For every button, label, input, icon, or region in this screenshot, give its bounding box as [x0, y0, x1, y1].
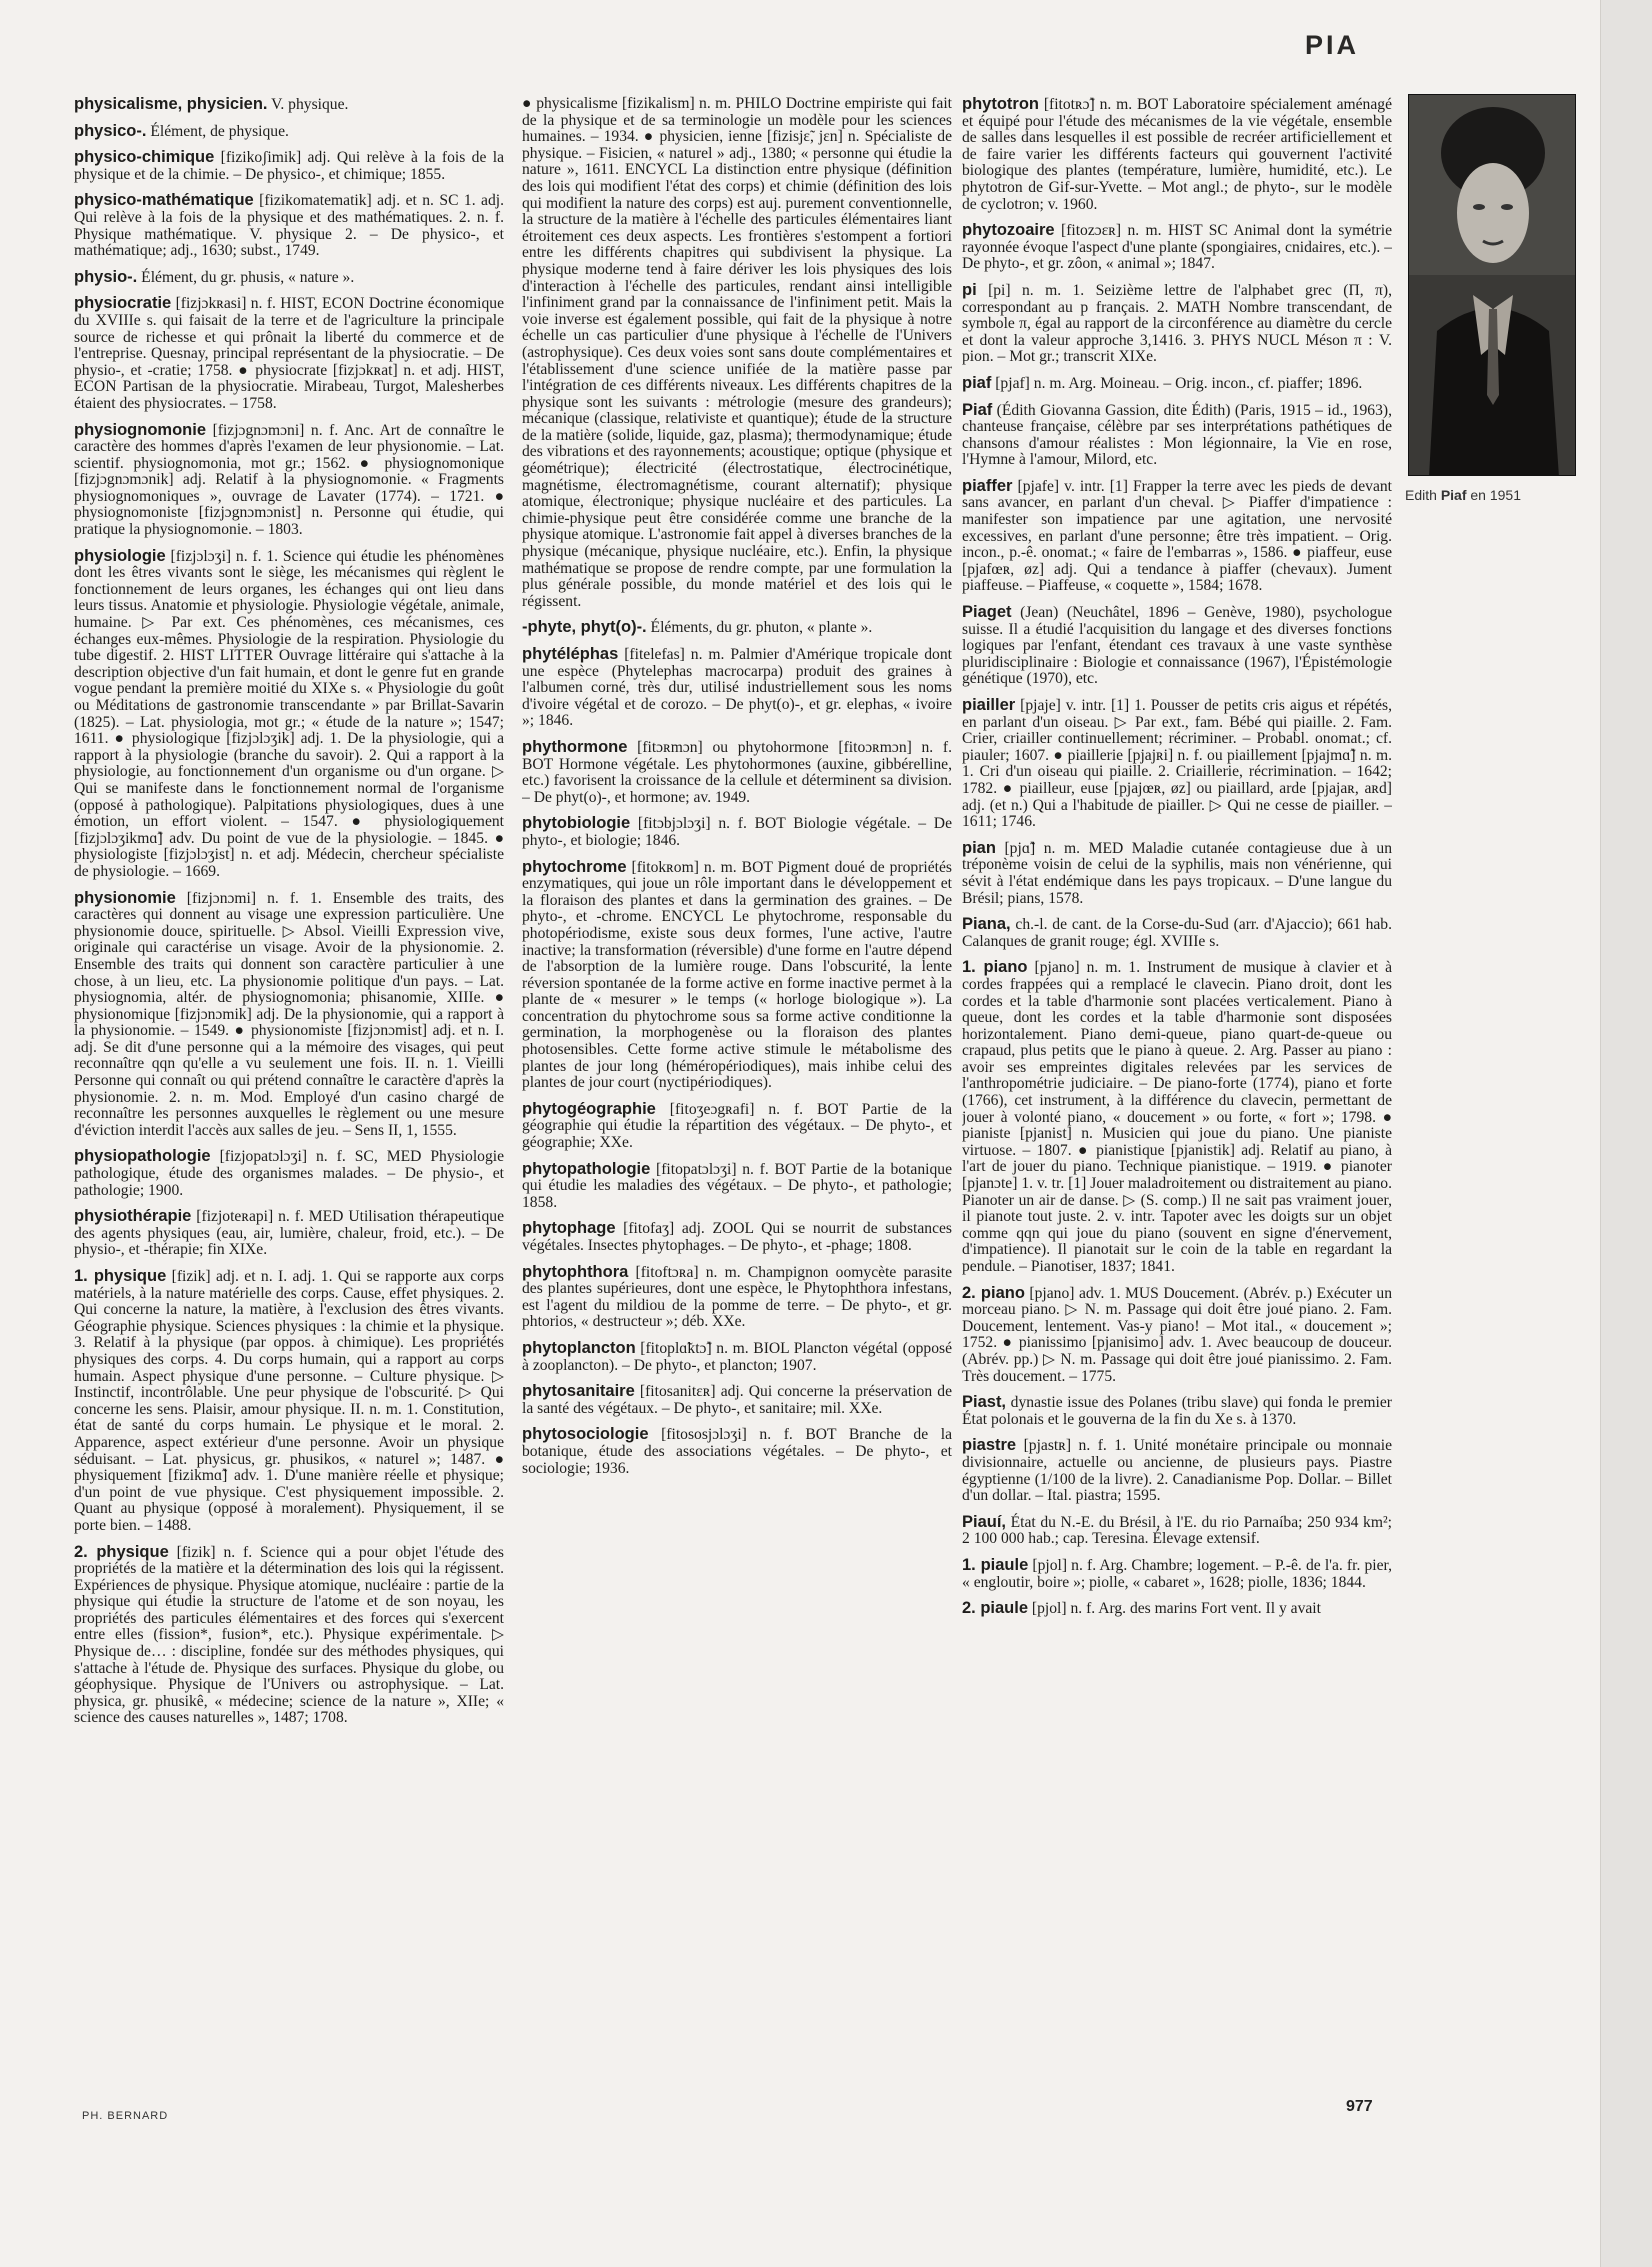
entry-headword: phytozoaire — [962, 221, 1055, 240]
entry-headword: piastre — [962, 1436, 1017, 1455]
entry-definition: Éléments, du gr. phuton, « plante ». — [646, 619, 873, 637]
dictionary-entry — [74, 269, 504, 287]
dictionary-entry — [962, 697, 1392, 831]
entry-definition: [fitotʀɔ̃] n. m. BOT Laboratoire spécialement aménagé et équipé pour l'étude des mécanismes de la vie végétale, ensemble de salles dans lesquelles il est possible de recréer artificiellement et de faire varier les différents facteurs qui gouvernent l'activité biologique des plantes (température, lumière, humidité, etc.). Le phytotron de Gif-sur-Yvette. – Mot angl.; de phyto-, sur le modèle de cyclotron; v. 1960. — [962, 96, 1392, 213]
entry-definition: [fitoʒeɔgʀafi] n. f. BOT Partie de la géographie qui étudie la répartition des végétaux. – De phyto-, et géographie; XXe. — [522, 1100, 952, 1152]
dictionary-entry — [962, 478, 1392, 595]
entry-definition: [pjafe] v. intr. [1] Frapper la terre avec les pieds de devant sans avancer, en parlant d'un cheval. ▷ Piaffer d'impatience : manifester son impatience par une agitation, une nervosité excessives, en parlant d'une personne; être très impatient. – Orig. incon., p.-ê. onomat.; « faire de l'embarras », 1586. ● piaffeur, euse [pjafœʀ, øz] adj. Qui a tendance à piaffer (chevaux). Jument piaffeuse. – Piaffeuse, « coquette », 1584; 1678. — [962, 477, 1392, 595]
caption-name: Piaf — [1440, 487, 1467, 503]
photo-credit: PH. BERNARD — [82, 2110, 169, 2122]
dictionary-entry — [522, 1426, 952, 1477]
entry-definition: [fitelefas] n. m. Palmier d'Amérique tropicale dont une espèce (Phytelephas macrocarpa) produit des graines à l'albumen corné, très dur, utilisé industriellement sous les noms d'ivoire végétal et de corozo. – De phyt(o)-, et gr. elephas, « ivoire »; 1846. — [522, 646, 952, 730]
entry-definition: [fizikoʃimik] adj. Qui relève à la fois de la physique et de la chimie. – De physico-, et chimique; 1855. — [74, 149, 504, 183]
entry-headword: Piana, — [962, 915, 1011, 934]
dictionary-entry — [962, 916, 1392, 950]
entry-definition: [fizjopatɔlɔʒi] n. f. SC, MED Physiologie pathologique, étude des organismes malades. – De physio-, et pathologie; 1900. — [74, 1148, 504, 1199]
entry-headword: phytopathologie — [522, 1159, 651, 1178]
entry-definition: [fizjɔnɔmi] n. f. 1. Ensemble des traits, des caractères qui donnent au visage une expression particulière. Une physionomie douce, spirituelle. ▷ Absol. Vieilli Expression vive, originale qui caractérise un visage. Avoir de la physionomie. 2. Ensemble des traits qui donnent son caractère particulier à une chose, à un lieu, etc. La physionomie politique d'un pays. – Lat. physiognomia, altér. de physiognomonia; phisanomie, XIIIe. ● physionomique [fizjɔnɔmik] adj. De la physionomie, qui a rapport à la physionomie. – 1549. ● physionomiste [fizjɔnɔmist] adj. et n. I. adj. Se dit d'une personne qui a la mémoire des visages, qui peut reconnaître qqn qu'elle a vu seulement une fois. II. n. 1. Vieilli Personne qui connaît ou qui prétend connaître le caractère d'après la physionomie. 2. n. m. Mod. Employé d'un casino chargé de reconnaître les personnes auxquelles le règlement ou une mesure d'éviction interdit l'accès aux salles de jeu. – Sens II, 1, 1555. — [74, 889, 504, 1139]
column-2 — [522, 96, 952, 2096]
entry-headword: physico-mathématique — [74, 191, 254, 210]
entry-headword: physiocratie — [74, 294, 172, 313]
entry-headword: physiothérapie — [74, 1207, 192, 1226]
entry-headword: Piast, — [962, 1393, 1007, 1412]
dictionary-entry — [962, 375, 1392, 393]
entry-definition: ● physicalisme [fizikalism] n. m. PHILO Doctrine empiriste qui fait de la physique et de sa terminologie un modèle pour les sciences humaines. – 1934. ● physicien, ienne [fizisjɛ̃, jɛn] n. Spécialiste de physique. – Fisicien, « naturel » adj., 1380; « personne qui étudie la nature », 1611. ENCYCL La distinction entre physique (définition des lois qui modifient l'état des corps) et chimie (définition des lois qui modifient la nature des corps) est auj. purement conventionnelle, la structure de la matière à l'échelle des particules élémentaires liant étroitement ces deux aspects. Les frontières s'estompent a fortiori entre les différents chapitres qui subdivisent la physique. La physique moderne tend à faire dériver les lois physiques des lois d'interaction à l'échelle des particules, rendant ainsi intelligible l'infiniment grand par la connaissance de l'infiniment petit. Mais la voie inverse est également possible, qui fait de la physique à notre échelle un cas particulier d'une physique à l'échelle de l'Univers (astrophysique). Ces deux voies sont sans doute complémentaires et l'établissement d'une science unifiée de la matière passe par l'intégration de ces différents niveaux. Les différents chapitres de la physique sont les suivants : métrologie (mesure des grandeurs); mécanique (classique, relativiste et quantique); étude de la structure de la matière (solide, liquide, gaz, plasma); thermodynamique; étude des vibrations et des rayonnements; acoustique; optique (physique et géométrique); électricité (électrostatique, électrocinétique, magnétisme, électromagnétisme, courant alternatif); physique atomique, électronique; physique nucléaire et des particules. La chimie-physique peut être considérée comme une branche de la physique atomique. L'astronomie fait appel à diverses branches de la physique (mécanique, physique nucléaire, etc.). Enfin, la physique mathématique se propose de rendre compte, par une formulation la plus générale possible, du monde matériel et des lois qui le régissent. — [522, 96, 952, 610]
entry-definition: [fizjɔgnɔmɔni] n. f. Anc. Art de connaître le caractère des hommes d'après l'examen de leur physionomie. – Lat. scientif. physiognomonia, mot gr.; 1562. ● physiognomonique [fizjɔgnɔmɔnik] adj. Relatif à la physiognomonie. « Fragments physiognomoniques », ouvrage de Lavater (1774). – 1721. ● physiognomoniste [fizjɔgnɔmɔnist] n. Personne qui étudie, qui pratique la physiognomonie. – 1803. — [74, 421, 504, 539]
entry-definition: dynastie issue des Polanes (tribu slave) qui fonda le premier État polonais et le gouverna de la fin du Xe s. à 1370. — [962, 1394, 1392, 1428]
dictionary-entry — [74, 96, 504, 114]
entry-headword: 2. piano — [962, 1283, 1025, 1302]
entry-definition: [fizjoteʀapi] n. f. MED Utilisation thérapeutique des agents physiques (eau, air, lumière, chaleur, froid, etc.). – De physio-, et -thérapie; fin XIXe. — [74, 1208, 504, 1259]
dictionary-entry — [74, 192, 504, 259]
entry-headword: phytobiologie — [522, 814, 631, 833]
entry-headword: phytotron — [962, 96, 1039, 113]
dictionary-entry — [522, 619, 952, 637]
entry-headword: 1. piano — [962, 958, 1028, 977]
entry-definition: [fitososjɔlɔʒi] n. f. BOT Branche de la botanique, étude des associations végétales. – De phyto-, et sociologie; 1936. — [522, 1426, 952, 1477]
dictionary-entry — [522, 1340, 952, 1374]
entry-headword: phytochrome — [522, 857, 627, 876]
entry-headword: physiognomonie — [74, 420, 206, 439]
entry-definition: [fitoftɔʀa] n. m. Champignon oomycète parasite des plantes supérieures, dont une espèce, le Phytophthora infestans, est l'agent du mildiou de la pomme de terre. – De phyto-, et gr. phtorios, « destructeur »; déb. XXe. — [522, 1263, 952, 1331]
entry-definition: [pjol] n. f. Arg. Chambre; logement. – P.-ê. de l'a. fr. pier, « engloutir, boire »; piolle, « cabaret », 1628; piolle, 1836; 1844. — [962, 1556, 1392, 1591]
dictionary-entry — [962, 1514, 1392, 1548]
caption-suffix: en 1951 — [1466, 487, 1521, 503]
running-head: PIA — [1305, 30, 1360, 60]
dictionary-entry — [522, 1101, 952, 1152]
dictionary-entry — [962, 1285, 1392, 1386]
column-1 — [74, 96, 504, 2096]
dictionary-entry — [962, 1394, 1392, 1428]
entry-definition: État du N.-E. du Brésil, à l'E. du rio Parnaíba; 250 934 km²; 2 100 000 hab.; cap. Teresina. Élevage extensif. — [962, 1513, 1392, 1548]
dictionary-entry — [74, 548, 504, 881]
entry-headword: Piaf — [962, 400, 993, 419]
entry-definition: [fizik] n. f. Science qui a pour objet l'étude des propriétés de la matière et la détermination des lois qui la régissent. Expériences de physique. Physique atomique, nucléaire : partie de la physique qui étudie la structure de l'atome et de son noyau, les propriétés des particules élémentaires et des forces qui s'exercent entre elles (fission*, fusion*, etc.). Physique expérimentale. ▷ Physique de… : discipline, fondée sur des méthodes physiques, qui s'attache à l'étude de. Physique des surfaces. Physique du globe, ou géophysique. Physique de l'Univers ou astrophysique. – Lat. physica, gr. phusikê, « médecine; science de la nature », XIIe; « science des causes naturelles », 1487; 1708. — [74, 1543, 504, 1727]
page-edge — [1600, 0, 1652, 2267]
entry-headword: phytophthora — [522, 1262, 629, 1281]
entry-headword: pian — [962, 838, 996, 857]
entry-definition: [pjastʀ] n. f. 1. Unité monétaire principale ou monnaie divisionnaire, actuelle ou ancienne, de plusieurs pays. Piastre égyptienne (1/100 de la livre). 2. Canadianisme Pop. Dollar. – Billet d'un dollar. – Ital. piastra; 1595. — [962, 1437, 1392, 1505]
entry-headword: physiopathologie — [74, 1147, 211, 1166]
entry-headword: phytogéographie — [522, 1099, 656, 1118]
entry-definition: [fizik] adj. et n. I. adj. 1. Qui se rapporte aux corps matériels, à la nature matérielle des corps. Cause, effet physiques. 2. Qui concerne la nature, la matière, à l'exclusion des êtres vivants. Géographie physique. Sciences physiques : la chimie et la physique. 3. Relatif à la physique (par oppos. à chimique). Les propriétés physiques des corps. 4. Du corps humain, qui a rapport au corps humain. Aspect physique d'une personne. – Culture physique. ▷ Instinctif, incontrôlable. Une peur physique de l'obscurité. ▷ Qui concerne les sens. Plaisir, amour physique. II. n. m. 1. Constitution, état de santé du corps humain. Le physique et le moral. 2. Apparence, aspect extérieur d'une personne. Avoir un physique séduisant. – Lat. physicus, gr. phusikos, « naturel »; 1487. ● physiquement [fizikmɑ̃] adv. 1. D'une manière réelle et physique; d'un point de vue physique. C'est physiquement impossible. 2. Quant au physique (opposé à moralement). Physiquement, il se porte bien. – 1488. — [74, 1268, 504, 1534]
entry-headword: phytéléphas — [522, 645, 619, 663]
entry-headword: phytosanitaire — [522, 1382, 635, 1401]
entry-headword: 1. piaule — [962, 1555, 1029, 1574]
photo-caption — [1405, 487, 1521, 503]
entry-headword: phythormone — [522, 737, 628, 756]
entry-headword: physionomie — [74, 888, 176, 907]
dictionary-entry — [74, 295, 504, 412]
entry-definition: [pjol] n. f. Arg. des marins Fort vent. Il y avait — [1028, 1600, 1321, 1618]
entry-headword: phytoplancton — [522, 1338, 636, 1357]
dictionary-entry — [962, 402, 1392, 469]
entry-definition: (Édith Giovanna Gassion, dite Édith) (Paris, 1915 – id., 1963), chanteuse française, célèbre par ses interprétations pathétiques de chansons d'amour réalistes : Mon légionnaire, la Vie en rose, l'Hymne à l'amour, Milord, etc. — [962, 401, 1392, 469]
entry-definition: [pjaje] v. intr. [1] 1. Pousser de petits cris aigus et répétés, en parlant d'un oiseau. ▷ Par ext., fam. Bébé qui piaille. 2. Fam. Crier, criailler continuellement; récriminer. – Probabl. onomat.; cf. piauler; 1607. ● piaillerie [pjajʀi] n. f. ou piaillement [pjajmɑ̃] n. m. 1. Cri d'un oiseau qui piaille. 2. Criaillerie, récrimination. – 1642; 1782. ● piailleur, euse [pjajœʀ, øz] ou piaillard, arde [pjajaʀ, aʀd] adj. (et n.) Qui a l'habitude de piailler. ▷ Qui ne cesse de piailler. – 1611; 1746. — [962, 697, 1392, 831]
entry-headword: -phyte, phyt(o)-. — [522, 618, 647, 637]
entry-headword: physio-. — [74, 267, 138, 286]
dictionary-entry — [962, 840, 1392, 907]
entry-headword: 2. piaule — [962, 1599, 1029, 1618]
dictionary-entry — [522, 1161, 952, 1212]
dictionary-entry — [962, 959, 1392, 1275]
entry-definition: [fitosanitɛʀ] adj. Qui concerne la préservation de la santé des végétaux. – De phyto-, et sanitaire; mil. XXe. — [522, 1383, 952, 1417]
entry-definition: [pi] n. m. 1. Seizième lettre de l'alphabet grec (Π, π), correspondant au p français. 2. MATH Nombre transcendant, de symbole π, égal au rapport de la circonférence au diamètre du cercle et dont la valeur approche 3,1416. 3. PHYS NUCL Méson π : V. pion. – Mot gr.; transcrit XIXe. — [962, 281, 1392, 366]
entry-definition: Élément, du gr. phusis, « nature ». — [137, 268, 355, 286]
entry-definition: [fizikomatematik] adj. et n. SC 1. adj. Qui relève à la fois de la physique et des mathématiques. 2. n. f. Physique mathématique. V. physique 2. – De physico-, et mathématique; adj., 1630; subst., 1749. — [74, 192, 504, 260]
dictionary-entry — [962, 1600, 1392, 1618]
entry-definition: Élément, de physique. — [146, 122, 289, 140]
dictionary-entry — [962, 1437, 1392, 1504]
dictionary-entry — [74, 1544, 504, 1728]
entry-headword: 1. physique — [74, 1267, 167, 1285]
dictionary-entry — [74, 422, 504, 539]
entry-headword: physico-chimique — [74, 148, 215, 167]
entry-definition: [pjɑ̃] n. m. MED Maladie cutanée contagieuse due à un tréponème voisin de celui de la syphilis, mais non vénérienne, qui sévit à l'état endémique dans les pays tropicaux. – D'une langue du Brésil; pians, 1578. — [962, 839, 1392, 907]
entry-definition: [fitɔbjɔlɔʒi] n. f. BOT Biologie végétale. – De phyto-, et biologie; 1846. — [522, 815, 952, 849]
entry-definition: [fitopatɔlɔʒi] n. f. BOT Partie de la botanique qui étudie les maladies des végétaux. – De phyto-, et pathologie; 1858. — [522, 1160, 952, 1211]
dictionary-entry — [74, 149, 504, 183]
dictionary-entry — [962, 604, 1392, 688]
entry-headword: Piauí, — [962, 1512, 1007, 1531]
dictionary-entry — [74, 1208, 504, 1259]
entry-definition: ch.-l. de cant. de la Corse-du-Sud (arr. d'Ajaccio); 661 hab. Calanques de granit rouge; égl. XVIIIe s. — [962, 916, 1392, 950]
entry-headword: Piaget — [962, 603, 1012, 622]
dictionary-entry — [522, 646, 952, 730]
dictionary-entry — [74, 123, 504, 141]
dictionary-entry — [522, 739, 952, 806]
dictionary-entry — [522, 1220, 952, 1254]
entry-headword: piaffer — [962, 476, 1013, 495]
dictionary-entry — [522, 1264, 952, 1331]
dictionary-entry — [74, 890, 504, 1140]
dictionary-entry — [962, 1557, 1392, 1591]
entry-headword: 2. physique — [74, 1542, 169, 1561]
entry-headword: phytophage — [522, 1219, 616, 1238]
entry-headword: phytosociologie — [522, 1425, 649, 1444]
dictionary-entry — [962, 282, 1392, 366]
column-3 — [962, 96, 1392, 2096]
entry-definition: [fitokʀom] n. m. BOT Pigment doué de propriétés enzymatiques, qui joue un rôle important dans le développement et la floraison des plantes et dans la germination des graines. – De phyto-, et -chrome. ENCYCL Le phytochrome, responsable du photopériodisme, existe sous deux formes, l'une active, l'autre inactive; la transformation (réversible) d'une forme en l'autre dépend de l'absorption de la lumière rouge. Dans l'obscurité, la lente réversion spontanée de la forme active en forme inactive permet à la plante de « mesurer » le temps (« horloge biologique »). La concentration du phytochrome sous sa forme active conditionne la germination, la morphogenèse ou la floraison des plantes photosensibles. Cette forme active stimule le métabolisme des plantes de jour long (héméropériodiques), mais inhibe celui des plantes de jour court (nyctipériodiques). — [522, 858, 952, 1092]
dictionary-entry — [522, 815, 952, 849]
entry-definition: [fizjɔkʀasi] n. f. HIST, ECON Doctrine économique du XVIIIe s. qui faisait de la terre et de l'agriculture la principale source de richesse et qui prônait la liberté du commerce et de l'entreprise. Quesnay, principal représentant de la physiocratie. – De physio-, et -cratie; 1758. ● physiocrate [fizjɔkʀat] n. et adj. HIST, ECON Partisan de la physiocratie. Mirabeau, Turgot, Malesherbes étaient des physiocrates. – 1758. — [74, 295, 504, 412]
entry-definition: [fitofaʒ] adj. ZOOL Qui se nourrit de substances végétales. Insectes phytophages. – De phyto-, et -phage; 1808. — [522, 1220, 952, 1254]
dictionary-entry — [74, 1268, 504, 1535]
dictionary-entry — [522, 96, 952, 610]
caption-prefix: Edith — [1405, 487, 1441, 503]
dictionary-entry — [522, 1383, 952, 1417]
entry-definition: (Jean) (Neuchâtel, 1896 – Genève, 1980), psychologue suisse. Il a étudié l'acquisition du langage et des diverses fonctions logiques par l'enfant, étendant ces travaux à une vaste synthèse pluridisciplinaire : Biologie et connaissance (1967), l'Épistémologie génétique (1970), etc. — [962, 604, 1392, 688]
entry-definition: V. physique. — [267, 96, 349, 113]
page-number: 977 — [1346, 2098, 1373, 2115]
entry-headword: physico-. — [74, 121, 147, 140]
entry-headword: physiologie — [74, 546, 166, 565]
dictionary-entry — [74, 1148, 504, 1199]
entry-headword: pi — [962, 280, 977, 299]
entry-headword: piailler — [962, 696, 1016, 714]
entry-headword: physicalisme, physicien. — [74, 96, 268, 113]
entry-definition: [pjano] n. m. 1. Instrument de musique à clavier et à cordes frappées qui a remplacé le clavecin. Piano droit, dont les cordes et la table d'harmonie sont placées verticalement. Piano à queue, dont les cordes et la table d'harmonie sont disposées horizontalement. Piano demi-queue, piano quart-de-queue ou crapaud, plus petits que le piano à queue. 2. Arg. Passer au piano : avoir ses empreintes digitales relevées par les services de l'anthropométrie judiciaire. – De piano-forte (1774), piano et forte (1766), cet instrument, à la différence du clavecin, permettant de jouer à volonté piano, « doucement » ou forte, « fort »; 1798. ● pianiste [pjanist] n. Musicien qui joue du piano. Une pianiste virtuose. – 1807. ● pianistique [pjanistik] adj. Relatif au piano, à l'art de jouer du piano. Technique pianistique. – 1919. ● pianoter [pjanɔte] 1. v. tr. [1] Jouer maladroitement ou distraitement au piano. Pianoter un air de danse. ▷ (S. comp.) Il ne sait pas vraiment jouer, il pianote tout juste. 2. v. intr. Tapoter avec les doigts sur un objet comme qqn qui joue du piano (souvent en signe d'énervement, d'impatience). Il pianotait sur le coin de la table en regardant la pendule. – Pianotiser, 1837; 1841. — [962, 959, 1392, 1275]
entry-headword: piaf — [962, 373, 992, 392]
entry-definition: [pjano] adv. 1. MUS Doucement. (Abrév. p.) Exécuter un morceau piano. ▷ N. m. Passage qui doit être joué piano. 2. Fam. Doucement, lentement. Vas-y piano! – Mot ital., « doucement »; 1752. ● pianissimo [pjanisimo] adv. 1. Avec beaucoup de douceur. (Abrév. pp.) ▷ N. m. Passage qui doit être joué pianissimo. 2. Fam. Très doucement. – 1775. — [962, 1284, 1392, 1385]
dictionary-entry — [962, 96, 1392, 213]
portrait-illustration — [1409, 95, 1576, 476]
dictionary-entry — [522, 859, 952, 1092]
entry-definition: [fizjɔlɔʒi] n. f. 1. Science qui étudie les phénomènes dont les êtres vivants sont le siège, les mécanismes qui règlent le fonctionnement de leurs organes, les échanges qui ont lieu dans leurs tissus. Anatomie et physiologie. Physiologie végétale, animale, humaine. ▷ Par ext. Ces phénomènes, ces mécanismes, ces échanges eux-mêmes. Physiologie de la respiration. Physiologie du tube digestif. 2. HIST LITTER Ouvrage littéraire qui s'attache à la description objective d'un fait humain, et dont le genre fut en grande vogue pendant la première moitié du XIXe s. « Physiologie du goût ou Méditations de gastronomie transcendante » par Brillat-Savarin (1825). – Lat. physiologia, mot gr.; « étude de la nature »; 1547; 1611. ● physiologique [fizjɔlɔʒik] adj. 1. De la physiologie, qui a rapport à la physiologie (branche du savoir). 2. Qui a rapport à la physiologie, au fonctionnement d'un organisme ou d'un organe. ▷ Qui se manifeste dans le fonctionnement normal de l'organisme (opposé à pathologique). Palpitations physiologiques, dues à une émotion, un effort violent. – 1547. ● physiologiquement [fizjɔlɔʒikmɑ̃] adv. Du point de vue de la physiologie. – 1845. ● physiologiste [fizjɔlɔʒist] n. et adj. Médecin, chercheur spécialiste de physiologie. – 1669. — [74, 547, 504, 880]
entry-definition: [pjaf] n. m. Arg. Moineau. – Orig. incon., cf. piaffer; 1896. — [991, 374, 1363, 392]
entry-definition: [fitozɔɛʀ] n. m. HIST SC Animal dont la symétrie rayonnée évoque l'aspect d'une plante (spongiaires, cnidaires, etc.). – De phyto-, et gr. zôon, « animal »; 1847. — [962, 222, 1392, 273]
entry-definition: [fitoplɑ̃ktɔ̃] n. m. BIOL Plancton végétal (opposé à zooplancton). – De phyto-, et plancton; 1907. — [522, 1339, 952, 1374]
dictionary-entry — [962, 222, 1392, 273]
edith-piaf-photo — [1408, 94, 1576, 476]
entry-definition: [fitɔʀmɔn] ou phytohormone [fitoɔʀmɔn] n. f. BOT Hormone végétale. Les phytohormones (auxine, gibbérelline, etc.) favorisent la croissance de la cellule et déterminent sa division. – De phyt(o)-, et hormone; av. 1949. — [522, 738, 952, 806]
